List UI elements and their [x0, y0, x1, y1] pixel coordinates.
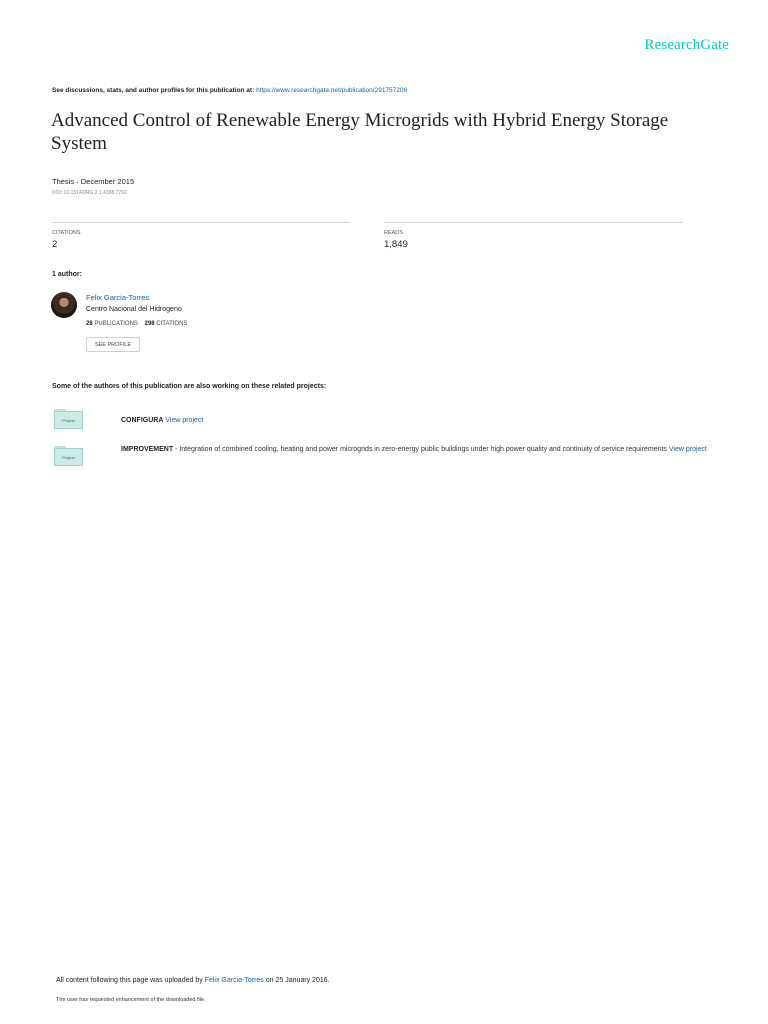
- author-citations-label: CITATIONS: [156, 321, 188, 327]
- citations-divider: [52, 222, 350, 223]
- project-improvement: [121, 443, 711, 456]
- author-affiliation: Centro Nacional del Hidrogeno: [86, 306, 182, 313]
- citations-label: CITATIONS: [52, 230, 81, 236]
- see-profile-button[interactable]: SEE PROFILE: [86, 337, 140, 352]
- intro-line: [52, 87, 407, 94]
- project-folder-icon[interactable]: [54, 409, 83, 429]
- intro-text: See discussions, stats, and author profiles for this publication at:: [52, 87, 255, 94]
- publications-label: PUBLICATIONS: [94, 321, 138, 327]
- reads-divider: [384, 222, 683, 223]
- author-name-link[interactable]: Felix Garcia-Torres: [86, 293, 150, 302]
- publication-title: Advanced Control of Renewable Energy Microgrids with Hybrid Energy Storage System: [51, 110, 669, 154]
- project-folder-icon[interactable]: [54, 446, 83, 466]
- project-name: IMPROVEMENT: [121, 446, 174, 453]
- publication-meta: Thesis · December 2015: [52, 177, 135, 186]
- upload-prefix: All content following this page was uploaded by: [56, 977, 203, 984]
- enhancement-notice: The user has requested enhancement of the downloaded file.: [56, 997, 206, 1003]
- view-project-link[interactable]: View project: [668, 446, 707, 453]
- avatar[interactable]: [51, 292, 77, 318]
- researchgate-logo[interactable]: ResearchGate: [644, 37, 729, 53]
- publication-url-link[interactable]: https://www.researchgate.net/publication/291757206: [256, 87, 408, 94]
- authors-heading: 1 author:: [52, 271, 82, 278]
- citations-value: 2: [52, 239, 58, 250]
- upload-notice: [56, 977, 330, 984]
- reads-value: 1,849: [384, 239, 408, 250]
- reads-label: READS: [384, 230, 403, 236]
- author-counts: [86, 321, 187, 327]
- author-citations-count: 298: [144, 321, 155, 327]
- project-description: - Integration of combined cooling, heating and power microgrids in zero-energy public buildings under high power quality and continuity of service requirements: [173, 446, 667, 453]
- related-projects-heading: Some of the authors of this publication are also working on these related projects:: [52, 383, 327, 390]
- folder-label: Project: [54, 448, 83, 466]
- publications-count: 28: [86, 321, 93, 327]
- view-project-link[interactable]: View project: [165, 417, 204, 424]
- upload-suffix: on 25 January 2016.: [265, 977, 330, 984]
- project-configura: [121, 414, 203, 427]
- publication-doi: DOI: 10.13140/RG.2.1.4388.7762: [52, 190, 127, 196]
- folder-label: Project: [54, 411, 83, 429]
- project-name: CONFIGURA: [121, 417, 164, 424]
- uploader-link[interactable]: Felix Garcia-Torres: [204, 977, 264, 984]
